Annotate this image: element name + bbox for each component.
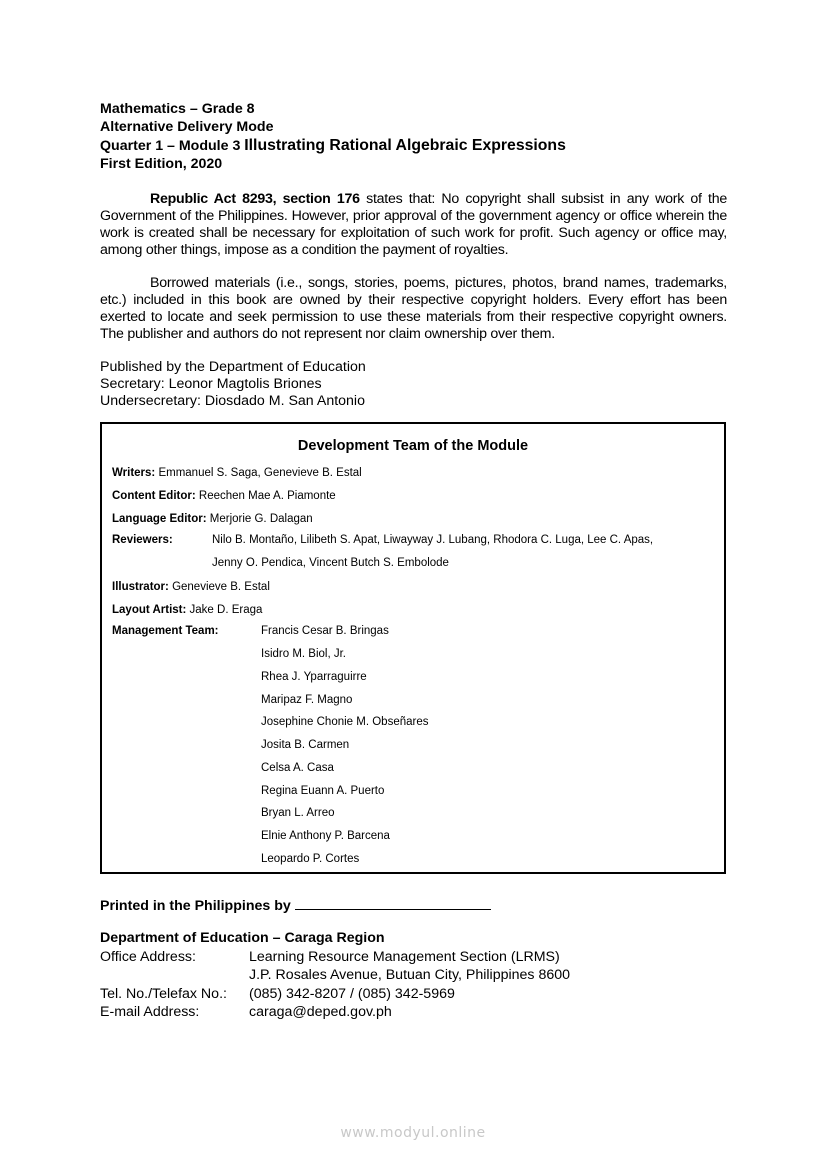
- telephone-value: (085) 342-8207 / (085) 342-5969: [249, 985, 455, 1002]
- publisher: Published by the Department of Education: [100, 359, 366, 375]
- management-member: Regina Euann A. Puerto: [261, 785, 385, 797]
- management-member: Rhea J. Yparraguirre: [261, 671, 367, 683]
- layout-artist-row: [112, 603, 262, 617]
- management-member: Celsa A. Casa: [261, 762, 334, 774]
- illustrator-row: [112, 580, 270, 594]
- office-address-row-2: [100, 966, 571, 985]
- reviewers-line-1: Nilo B. Montaño, Lilibeth S. Apat, Liwayway J. Lubang, Rhodora C. Luga, Lee C. Apas,: [212, 534, 654, 546]
- telephone-row: [100, 985, 455, 1004]
- office-address-row: [100, 948, 560, 967]
- office-address-label: Office Address:: [100, 948, 196, 965]
- management-member: Leopardo P. Cortes: [261, 853, 360, 865]
- module-title-line: [100, 137, 566, 155]
- management-member: Bryan L. Arreo: [261, 807, 335, 819]
- delivery-mode: Alternative Delivery Mode: [100, 119, 274, 136]
- deped-contact: [100, 929, 571, 1022]
- module-header: [100, 100, 566, 173]
- development-team-box: [100, 422, 726, 874]
- module-title: Illustrating Rational Algebraic Expressions: [244, 136, 566, 154]
- content-editor-value: Reechen Mae A. Piamonte: [195, 490, 336, 502]
- illustrator-label: Illustrator:: [112, 581, 169, 593]
- printed-by: [100, 895, 491, 914]
- language-editor-value: Merjorie G. Dalagan: [206, 513, 313, 525]
- email-value: caraga@deped.gov.ph: [249, 1004, 392, 1020]
- management-member: Isidro M. Biol, Jr.: [261, 648, 346, 660]
- borrowed-materials-paragraph: [100, 275, 727, 343]
- management-member: Josita B. Carmen: [261, 739, 350, 751]
- writers-value: Emmanuel S. Saga, Genevieve B. Estal: [155, 467, 362, 479]
- content-editor-row: [112, 489, 336, 503]
- publisher-info: [100, 359, 366, 410]
- language-editor-label: Language Editor:: [112, 513, 207, 525]
- team-title: Development Team of the Module: [297, 438, 529, 454]
- reviewers-label: Reviewers:: [112, 534, 173, 546]
- management-member: Francis Cesar B. Bringas: [261, 625, 389, 637]
- management-member: Josephine Chonie M. Obseñares: [261, 716, 429, 728]
- subject-grade: Mathematics – Grade 8: [100, 101, 255, 117]
- office-address-line-2: J.P. Rosales Avenue, Butuan City, Philippines 8600: [249, 967, 571, 983]
- language-editor-row: [112, 512, 313, 526]
- watermark: www.modyul.online: [340, 1125, 486, 1141]
- borrowed-text: Borrowed materials (i.e., songs, stories, poems, pictures, photos, brand names, trademarks, etc.) included in this book are owned by their respective copyright holders. Every effort has been exerted to locate and seek permission to use these materials from their respective copyright owners. The publisher and authors do not represent nor claim ownership over them.: [100, 275, 727, 342]
- management-member: Elnie Anthony P. Barcena: [261, 830, 390, 842]
- copyright-paragraph: [100, 191, 727, 259]
- deped-region-title: Department of Education – Caraga Region: [100, 930, 385, 946]
- layout-artist-label: Layout Artist:: [112, 604, 187, 616]
- quarter-module: Quarter 1 – Module 3: [100, 137, 245, 154]
- office-address-line-1: Learning Resource Management Section (LRMS): [249, 948, 560, 965]
- management-team-label: Management Team:: [112, 625, 219, 637]
- edition: First Edition, 2020: [100, 155, 223, 172]
- email-label: E-mail Address:: [100, 1004, 200, 1020]
- management-member: Maripaz F. Magno: [261, 694, 353, 706]
- illustrator-value: Genevieve B. Estal: [168, 581, 270, 593]
- printed-by-label: Printed in the Philippines by: [100, 898, 291, 914]
- copyright-text: states that: No copyright shall subsist in any work of the Government of the Philippines. However, prior approval of the government agency or office wherein the work is created shall be necessary for exploitation of such work for profit. Such agency or office may, among other things, impose as a condition the payment of royalties.: [100, 191, 728, 258]
- undersecretary: Undersecretary: Diosdado M. San Antonio: [100, 393, 365, 409]
- secretary: Secretary: Leonor Magtolis Briones: [100, 376, 322, 392]
- writers-row: [112, 466, 362, 480]
- layout-artist-value: Jake D. Eraga: [186, 604, 263, 616]
- republic-act-reference: Republic Act 8293, section 176: [150, 191, 360, 207]
- content-editor-label: Content Editor:: [112, 490, 196, 502]
- email-row: [100, 1003, 392, 1022]
- telephone-label: Tel. No./Telefax No.:: [100, 985, 227, 1002]
- printer-blank-line: [295, 895, 491, 910]
- writers-label: Writers:: [112, 467, 156, 479]
- reviewers-line-2: Jenny O. Pendica, Vincent Butch S. Embolode: [212, 557, 449, 569]
